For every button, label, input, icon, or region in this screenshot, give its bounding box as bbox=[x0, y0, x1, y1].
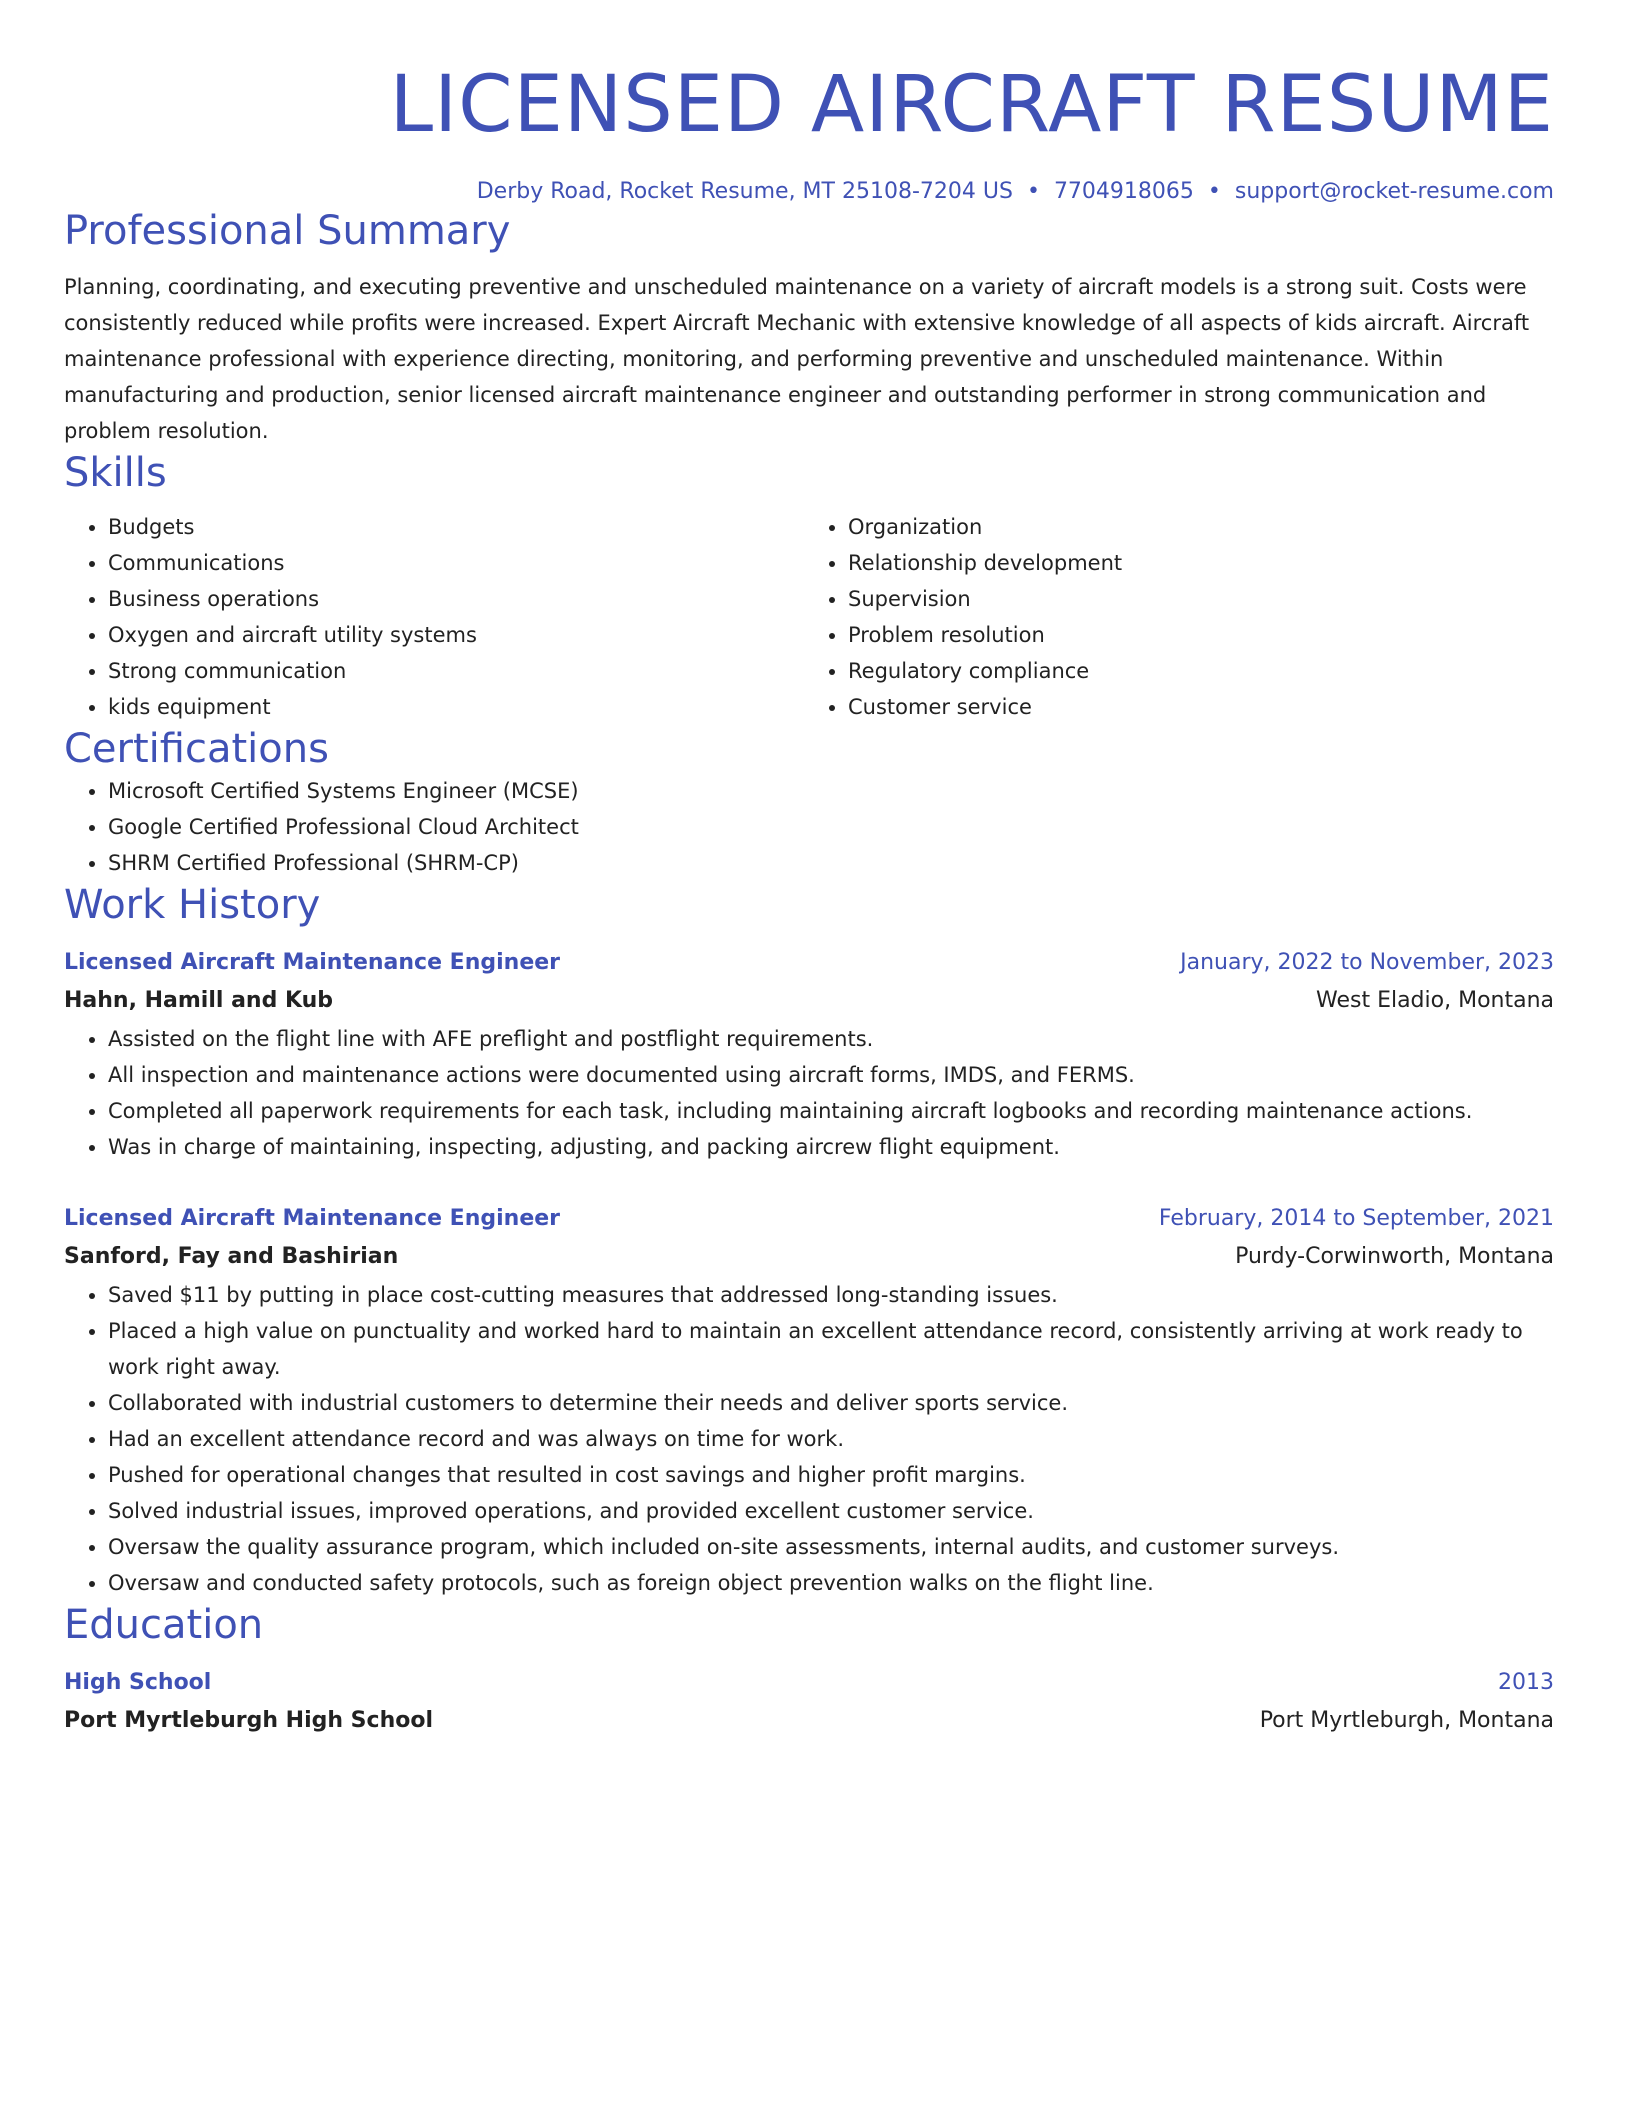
skill-item: • kids equipment bbox=[108, 689, 804, 725]
summary-heading: Professional Summary bbox=[64, 208, 511, 254]
skill-item: • Relationship development bbox=[848, 545, 1554, 581]
job-duty: • All inspection and maintenance actions were documented using aircraft forms, IMDS, and FERMS. bbox=[108, 1057, 1554, 1093]
contact-address: Derby Road, Rocket Resume, MT 25108-7204 US bbox=[476, 179, 1013, 204]
skill-item: • Customer service bbox=[848, 689, 1554, 725]
job-header-row bbox=[64, 1201, 1554, 1237]
education-year: 2013 bbox=[1498, 1670, 1554, 1695]
job-duty: • Assisted on the flight line with AFE preflight and postflight requirements. bbox=[108, 1021, 1554, 1057]
certifications-list bbox=[64, 773, 1554, 881]
certification-item: • SHRM Certified Professional (SHRM-CP) bbox=[108, 845, 1554, 881]
skill-item: • Organization bbox=[848, 509, 1554, 545]
skills-heading: Skills bbox=[64, 450, 167, 496]
job-duty: • Oversaw the quality assurance program, which included on-site assessments, internal audits, and customer surveys. bbox=[108, 1529, 1554, 1565]
job-location: Purdy-Corwinworth, Montana bbox=[1235, 1244, 1554, 1269]
job-company: Sanford, Fay and Bashirian bbox=[64, 1244, 399, 1269]
skill-item: • Problem resolution bbox=[848, 617, 1554, 653]
education-school-row bbox=[64, 1701, 1554, 1741]
skill-item: • Oxygen and aircraft utility systems bbox=[108, 617, 804, 653]
job-company-row bbox=[64, 1237, 1554, 1277]
contact-phone: 7704918065 bbox=[1053, 179, 1194, 204]
job-duty: • Completed all paperwork requirements for each task, including maintaining aircraft logbooks and recording maintenance actions. bbox=[108, 1093, 1554, 1129]
job-header-row bbox=[64, 945, 1554, 981]
work-history-heading: Work History bbox=[64, 882, 321, 928]
job-dates: January, 2022 to November, 2023 bbox=[1180, 950, 1554, 975]
job-duties-list bbox=[64, 1277, 1554, 1601]
resume-title: LICENSED AIRCRAFT RESUME bbox=[389, 60, 1554, 150]
education-header-row bbox=[64, 1665, 1554, 1701]
job-company-row bbox=[64, 981, 1554, 1021]
job-duty: • Was in charge of maintaining, inspecting, adjusting, and packing aircrew flight equipment. bbox=[108, 1129, 1554, 1165]
job-role: Licensed Aircraft Maintenance Engineer bbox=[64, 1206, 561, 1231]
certification-item: • Google Certified Professional Cloud Architect bbox=[108, 809, 1554, 845]
education-location: Port Myrtleburgh, Montana bbox=[1259, 1708, 1554, 1733]
education-entry bbox=[64, 1665, 1554, 1741]
summary-text: Planning, coordinating, and executing preventive and unscheduled maintenance on a variety of aircraft models is a strong suit. Costs were consistently reduced while profits were increased. Expert Aircraft Mechanic with extensive knowledge of all aspects of kids aircraft. Aircraft maintenance professional with experience directing, monitoring, and performing preventive and unscheduled maintenance. Within manufacturing and production, senior licensed aircraft maintenance engineer and outstanding performer in strong communication and problem resolution. bbox=[64, 275, 1530, 443]
contact-separator: • bbox=[1207, 179, 1221, 204]
job-duty: • Collaborated with industrial customers to determine their needs and deliver sports service. bbox=[108, 1385, 1554, 1421]
contact-separator: • bbox=[1026, 179, 1040, 204]
job-dates: February, 2014 to September, 2021 bbox=[1158, 1206, 1554, 1231]
skill-item: • Regulatory compliance bbox=[848, 653, 1554, 689]
skills-grid bbox=[64, 509, 1554, 725]
job-duty: • Solved industrial issues, improved operations, and provided excellent customer service. bbox=[108, 1493, 1554, 1529]
certification-item: • Microsoft Certified Systems Engineer (MCSE) bbox=[108, 773, 1554, 809]
job-role: Licensed Aircraft Maintenance Engineer bbox=[64, 950, 561, 975]
contact-line bbox=[64, 177, 1554, 207]
skills-list-left bbox=[64, 509, 804, 725]
skill-item: • Business operations bbox=[108, 581, 804, 617]
job-duties-list bbox=[64, 1021, 1554, 1165]
job-duty: • Had an excellent attendance record and was always on time for work. bbox=[108, 1421, 1554, 1457]
job-entry bbox=[64, 945, 1554, 1165]
job-duty: • Saved $11 by putting in place cost-cutting measures that addressed long-standing issues. bbox=[108, 1277, 1554, 1313]
job-duty: • Placed a high value on punctuality and worked hard to maintain an excellent attendance record, consistently arriving at work ready to work right away. bbox=[108, 1313, 1554, 1385]
skill-item: • Communications bbox=[108, 545, 804, 581]
certifications-heading: Certifications bbox=[64, 726, 329, 772]
job-entry bbox=[64, 1201, 1554, 1601]
education-degree: High School bbox=[64, 1670, 212, 1695]
job-location: West Eladio, Montana bbox=[1315, 988, 1554, 1013]
education-school: Port Myrtleburgh High School bbox=[64, 1708, 433, 1733]
education-heading: Education bbox=[64, 1602, 264, 1648]
job-duty: • Oversaw and conducted safety protocols, such as foreign object prevention walks on the flight line. bbox=[108, 1565, 1554, 1601]
skill-item: • Supervision bbox=[848, 581, 1554, 617]
skill-item: • Strong communication bbox=[108, 653, 804, 689]
job-duty: • Pushed for operational changes that resulted in cost savings and higher profit margins. bbox=[108, 1457, 1554, 1493]
job-company: Hahn, Hamill and Kub bbox=[64, 988, 334, 1013]
contact-email: support@rocket-resume.com bbox=[1234, 179, 1554, 204]
skills-list-right bbox=[804, 509, 1554, 725]
skill-item: • Budgets bbox=[108, 509, 804, 545]
